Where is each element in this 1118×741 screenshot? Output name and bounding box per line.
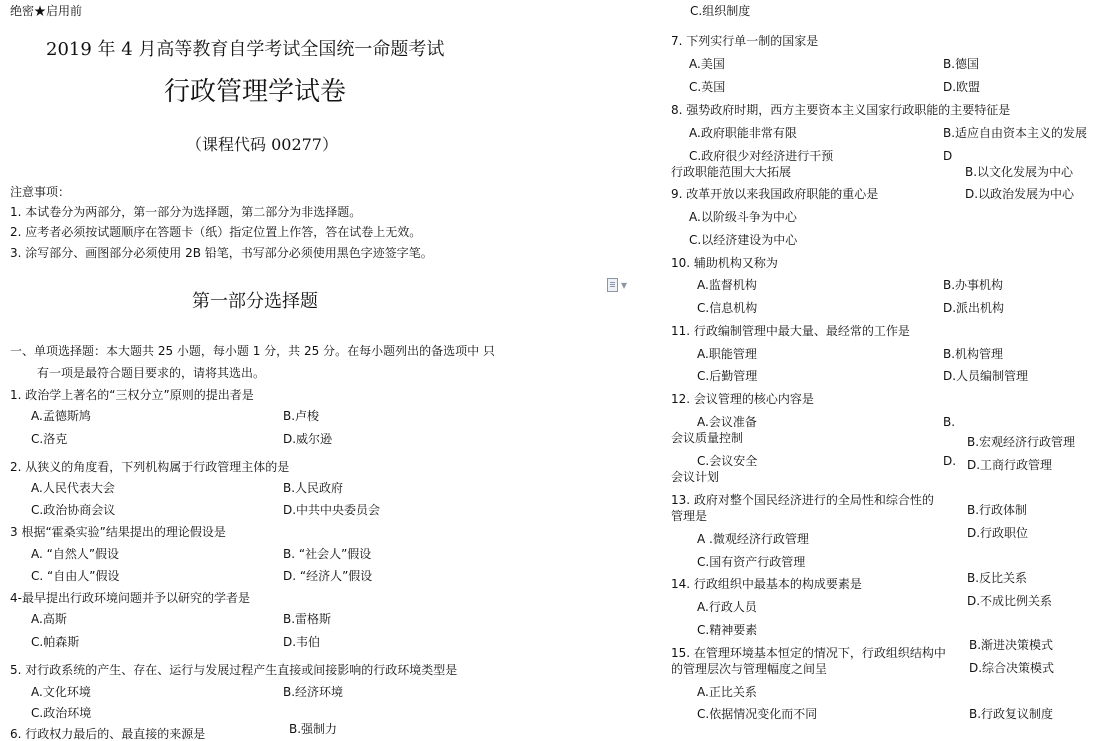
option-a: A.行政人员 — [697, 600, 757, 614]
floating-option: B.反比关系 — [967, 571, 1028, 585]
option-a: A.以阶级斗争为中心 — [689, 210, 797, 224]
question-stem: 1. 政治学上著名的“三权分立”原则的提出者是 — [10, 388, 254, 402]
option-d: B.强制力 — [289, 722, 338, 736]
option-a: A. “自然人”假设 — [31, 547, 120, 561]
floating-option: B.行政复议制度 — [969, 707, 1054, 721]
option-a: A .微观经济行政管理 — [697, 532, 809, 546]
option-a: A.监督机构 — [697, 278, 757, 292]
option-c: C.后勤管理 — [697, 369, 758, 383]
option-c: C.英国 — [689, 80, 726, 94]
option-d: D.以政治发展为中心 — [965, 187, 1075, 201]
option-c: C.政治环境 — [31, 706, 92, 720]
option-d-continued: 会议计划 — [671, 470, 720, 484]
option-c: C.依据情况变化而不同 — [697, 707, 818, 721]
option-b-continued: 会议质量控制 — [671, 431, 744, 445]
option-c: C.精神要素 — [697, 623, 758, 637]
option-a: A.政府职能非常有限 — [689, 126, 797, 140]
exam-title: 2019 年 4 月高等教育自学考试全国统一命题考试 — [46, 39, 445, 60]
floating-option: B.渐进决策模式 — [969, 638, 1054, 652]
option-b: B.办事机构 — [943, 278, 1004, 292]
option-b: B.经济环境 — [283, 685, 344, 699]
floating-option: D.工商行政管理 — [967, 458, 1053, 472]
question-stem: 7. 下列实行单一制的国家是 — [671, 34, 819, 48]
question-stem: 14. 行政组织中最基本的构成要素是 — [671, 577, 862, 591]
document-options-icon[interactable]: ▾ — [607, 278, 629, 292]
question-stem: 11. 行政编制管理中最大量、最经常的工作是 — [671, 324, 910, 338]
notice-item: 2. 应考者必须按试题顺序在答题卡（纸）指定位置上作答，答在试卷上无效。 — [10, 225, 422, 239]
option-c: C.组织制度 — [690, 4, 751, 18]
option-d: D.人员编制管理 — [943, 369, 1029, 383]
option-c: C.政府很少对经济进行干预 — [689, 149, 834, 163]
option-c: C.政治协商会议 — [31, 503, 116, 517]
question-stem: 9. 改革开放以来我国政府职能的重心是 — [671, 187, 879, 201]
option-a: A.文化环境 — [31, 685, 91, 699]
option-d: D — [943, 149, 953, 163]
question-stem: 管理是 — [671, 509, 708, 523]
question-stem: 10. 辅助机构又称为 — [671, 256, 778, 270]
floating-option: B.行政体制 — [967, 503, 1028, 517]
option-a: A.职能管理 — [697, 347, 757, 361]
floating-option: D.综合决策模式 — [969, 661, 1055, 675]
question-stem: 13. 政府对整个国民经济进行的全局性和综合性的 — [671, 493, 934, 507]
option-c: C.信息机构 — [697, 301, 758, 315]
notice-item: 3. 涂写部分、画图部分必须使用 2B 铅笔，书写部分必须使用黑色字迹签字笔。 — [10, 246, 433, 260]
section-intro: 一、单项选择题：本大题共 25 小题，每小题 1 分，共 25 分。在每小题列出的备选项中 只 — [10, 344, 495, 358]
option-c: C.洛克 — [31, 432, 68, 446]
option-b: B.卢梭 — [283, 409, 320, 423]
floating-option: D.行政职位 — [967, 526, 1029, 540]
option-b: B.人民政府 — [283, 481, 344, 495]
option-d: D.中共中央委员会 — [283, 503, 381, 517]
paper-title: 行政管理学试卷 — [164, 77, 347, 107]
option-b: B. “社会人”假设 — [283, 547, 372, 561]
option-d: D.派出机构 — [943, 301, 1005, 315]
notice-heading: 注意事项： — [10, 185, 71, 199]
option-d: D. “经济人”假设 — [283, 569, 373, 583]
option-c: C.会议安全 — [697, 454, 758, 468]
option-c: C.以经济建设为中心 — [689, 233, 798, 247]
option-a: A.会议准备 — [697, 415, 757, 429]
option-a: A.孟德斯鸠 — [31, 409, 91, 423]
notice-item: 1. 本试卷分为两部分，第一部分为选择题，第二部分为非选择题。 — [10, 205, 362, 219]
question-stem: 3 根据“霍桑实验”结果提出的理论假设是 — [10, 525, 226, 539]
question-stem: 12. 会议管理的核心内容是 — [671, 392, 814, 406]
option-a: A.高斯 — [31, 612, 67, 626]
question-stem: 8. 强势政府时期，西方主要资本主义国家行政职能的主要特征是 — [671, 103, 1011, 117]
floating-option: B.以文化发展为中心 — [965, 165, 1074, 179]
course-code: （课程代码 00277） — [186, 135, 338, 154]
question-stem: 5. 对行政系统的产生、存在、运行与发展过程产生直接或间接影响的行政环境类型是 — [10, 663, 458, 677]
option-d-continued: 行政职能范围大大拓展 — [671, 165, 792, 179]
question-stem: 4-最早提出行政环境问题并予以研究的学者是 — [10, 591, 250, 605]
option-c: C.国有资产行政管理 — [697, 555, 806, 569]
section-intro: 有一项是最符合题目要求的，请将其选出。 — [37, 366, 266, 380]
option-a: A.美国 — [689, 57, 725, 71]
option-d: D. — [943, 454, 957, 468]
confidential-mark: 绝密★启用前 — [10, 4, 83, 18]
option-a: A.人民代表大会 — [31, 481, 115, 495]
option-d: D.欧盟 — [943, 80, 981, 94]
question-stem: 的管理层次与管理幅度之间呈 — [671, 662, 828, 676]
option-d: D.威尔逊 — [283, 432, 333, 446]
option-b: B.德国 — [943, 57, 980, 71]
floating-option: D.不成比例关系 — [967, 594, 1053, 608]
part-title: 第一部分选择题 — [192, 291, 318, 312]
option-c: C.帕森斯 — [31, 635, 80, 649]
question-stem: 15. 在管理环境基本恒定的情况下，行政组织结构中 — [671, 646, 946, 660]
option-d: D.韦伯 — [283, 635, 321, 649]
option-c: C. “自由人”假设 — [31, 569, 120, 583]
floating-option: B.宏观经济行政管理 — [967, 435, 1076, 449]
option-a: A.正比关系 — [697, 685, 757, 699]
question-stem-cut: 6. 行政权力最后的、最直接的来源是 — [10, 727, 206, 741]
option-b: B.雷格斯 — [283, 612, 332, 626]
option-b: B.机构管理 — [943, 347, 1004, 361]
option-b: B. — [943, 415, 956, 429]
option-b: B.适应自由资本主义的发展 — [943, 126, 1088, 140]
question-stem: 2. 从狭义的角度看，下列机构属于行政管理主体的是 — [10, 460, 290, 474]
